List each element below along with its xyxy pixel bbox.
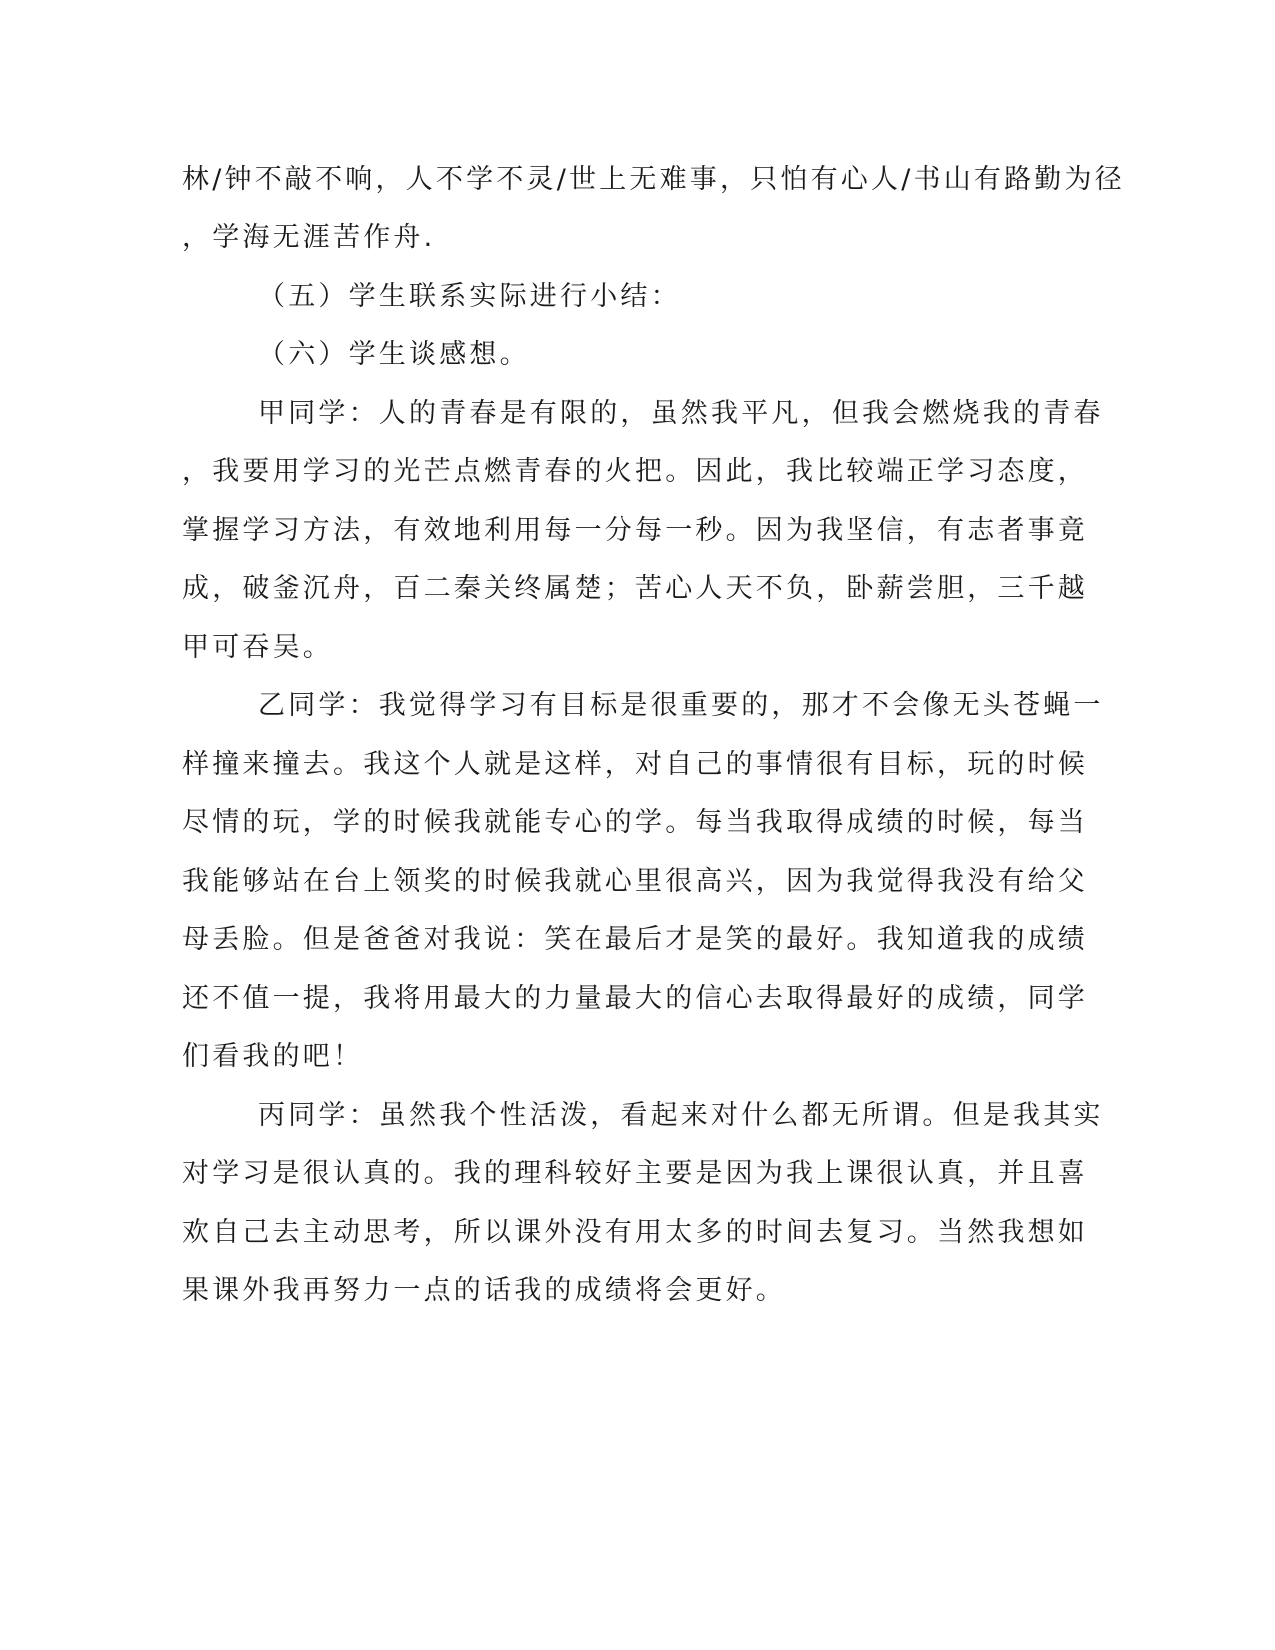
text-line: 成，破釜沉舟，百二秦关终属楚；苦心人天不负，卧薪尝胆，三千越 <box>182 573 1088 604</box>
section-heading-6: （六）学生谈感想。 <box>258 339 530 370</box>
paragraph-student-b-start: 乙同学：我觉得学习有目标是很重要的，那才不会像无头苍蝇一 <box>258 690 1104 721</box>
text-line: ，学海无涯苦作舟. <box>182 222 436 253</box>
section-heading-5: （五）学生联系实际进行小结： <box>258 281 681 312</box>
text-line: 尽情的玩，学的时候我就能专心的学。每当我取得成绩的时候，每当 <box>182 807 1088 838</box>
text-line: 我能够站在台上领奖的时候我就心里很高兴，因为我觉得我没有给父 <box>182 866 1088 897</box>
text-line: 母丢脸。但是爸爸对我说：笑在最后才是笑的最好。我知道我的成绩 <box>182 924 1088 955</box>
text-line: 甲可吞吴。 <box>182 632 333 663</box>
text-line: 果课外我再努力一点的话我的成绩将会更好。 <box>182 1275 786 1306</box>
text-line: 样撞来撞去。我这个人就是这样，对自己的事情很有目标，玩的时候 <box>182 749 1088 780</box>
text-line: 欢自己去主动思考，所以课外没有用太多的时间去复习。当然我想如 <box>182 1217 1088 1248</box>
text-line: 掌握学习方法，有效地利用每一分每一秒。因为我坚信，有志者事竟 <box>182 515 1088 546</box>
text-line: 们看我的吧！ <box>182 1041 364 1072</box>
text-line: 林/钟不敲不响，人不学不灵/世上无难事，只怕有心人/书山有路勤为径 <box>182 164 1125 195</box>
text-line: 对学习是很认真的。我的理科较好主要是因为我上课很认真，并且喜 <box>182 1158 1088 1189</box>
text-line: ，我要用学习的光芒点燃青春的火把。因此，我比较端正学习态度， <box>182 456 1088 487</box>
text-line: 还不值一提，我将用最大的力量最大的信心去取得最好的成绩，同学 <box>182 983 1088 1014</box>
paragraph-student-a-start: 甲同学：人的青春是有限的，虽然我平凡，但我会燃烧我的青春 <box>258 398 1104 429</box>
paragraph-student-c-start: 丙同学：虽然我个性活泼，看起来对什么都无所谓。但是我其实 <box>258 1100 1104 1131</box>
